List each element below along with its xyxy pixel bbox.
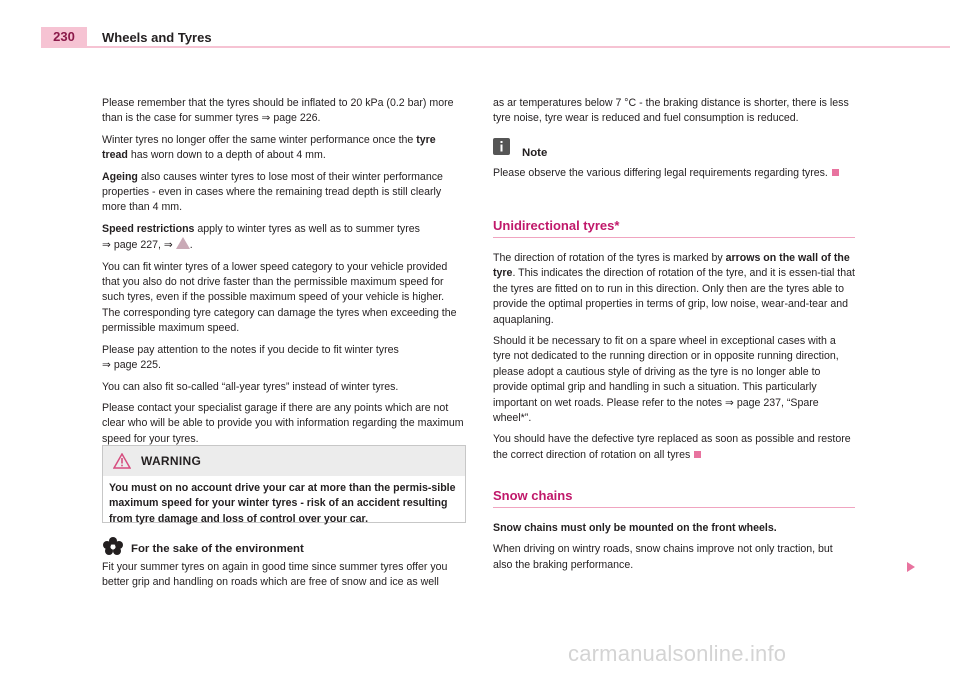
warning-header: [103, 446, 465, 476]
left-column: [102, 96, 464, 453]
paragraph-notes: Please pay attention to the notes if you decide to fit winter tyres ⇒ page 225.: [102, 343, 399, 372]
page-reference-link[interactable]: ⇒ page 225.: [102, 359, 161, 372]
paragraph-front-wheels: Snow chains must only be mounted on the front wheels.: [493, 522, 777, 534]
snow-chains-heading: Snow chains: [493, 488, 855, 508]
note-header: [493, 138, 855, 162]
section-end-marker: [832, 169, 839, 176]
warning-box: [102, 445, 466, 523]
unidirectional-heading: Unidirectional tyres*: [493, 218, 855, 238]
flower-icon: [102, 536, 124, 561]
paragraph-traction: When driving on wintry roads, snow chains improve not only traction, but also the braking performance.: [493, 543, 833, 571]
warning-text: You must on no account drive your car at more than the permis-sible maximum speed for your winter tyres - risk of an accident resulting from tyre damage and loss of control over your car.: [109, 482, 456, 525]
right-column-intro: [493, 96, 855, 133]
paragraph-spare-wheel: Should it be necessary to fit on a spare wheel in exceptional cases with a tyre not dedicated to the running direction or in opposite running direction, please adopt a cautious style of driving as the tyre is no longer able to provide optimal grip and handling in such a situation. This particularly important on wet roads. Please refer to the notes ⇒ page 237, “Spare wheel*”.: [493, 335, 839, 425]
paragraph-tread: Winter tyres no longer offer the same winter performance once the tyre tread has worn down to a depth of about 4 mm.: [102, 133, 436, 162]
warning-ref-icon: [176, 237, 190, 249]
continue-arrow-icon: [907, 562, 915, 572]
environment-title: For the sake of the environment: [131, 543, 304, 555]
watermark: carmanualsonline.info: [568, 641, 787, 666]
paragraph-speed-category: You can fit winter tyres of a lower speed category to your vehicle provided that you also do not drive faster than the permissible maximum speed for such tyres, even if the possible maximum speed of your vehicle is higher. The corresponding tyre category can damage the tyres when exceeding the permissible maximum speed.: [102, 260, 457, 335]
info-icon: [493, 138, 510, 155]
chapter-title: Wheels and Tyres: [102, 30, 212, 45]
section-end-marker: [694, 451, 701, 458]
snow-chains-body: [493, 521, 855, 579]
paragraph-all-year: You can also fit so-called “all-year tyres” instead of winter tyres.: [102, 380, 399, 393]
paragraph-ageing: Ageing also causes winter tyres to lose most of their winter performance properties - even in cases where the remaining tread depth is still clearly more than 4 mm.: [102, 170, 443, 214]
warning-triangle-icon: [113, 453, 131, 474]
paragraph-replace: You should have the defective tyre replaced as soon as possible and restore the correct direction of rotation on all tyres: [493, 433, 851, 461]
environment-text: Fit your summer tyres on again in good time since summer tyres offer you better grip and handling on roads which are free of snow and ice as well: [102, 561, 448, 589]
paragraph-rotation: The direction of rotation of the tyres is marked by arrows on the wall of the tyre. This indicates the direction of rotation of the tyre, and it is essen-tial that the tyres are fitted on to run in this direction. Only then are the tyres able to provide the optimal properties in terms of grip, low noise, wear-and-tear and aquaplaning.: [493, 252, 855, 326]
paragraph-inflation: Please remember that the tyres should be inflated to 20 kPa (0.2 bar) more than is the case for summer tyres ⇒ page 226.: [102, 97, 454, 125]
page-reference-link[interactable]: ⇒ page 227, ⇒: [102, 239, 176, 252]
paragraph-garage: Please contact your specialist garage if there are any points which are not clear who will be able to provide you with information regarding the maximum speed for your tyres.: [102, 401, 464, 445]
page-number: 230: [41, 27, 87, 47]
paragraph-speed-restrictions: Speed restrictions apply to winter tyres as well as to summer tyres ⇒ page 227, ⇒ .: [102, 222, 420, 252]
warning-title: WARNING: [141, 454, 202, 468]
header-rule: [41, 46, 950, 48]
paragraph-temperature: as ar temperatures below 7 °C - the braking distance is shorter, there is less tyre noise, tyre wear is reduced and fuel consumption is reduced.: [493, 97, 849, 125]
environment-header: [102, 536, 464, 558]
note-text: Please observe the various differing legal requirements regarding tyres.: [493, 166, 855, 181]
note-title: Note: [522, 147, 548, 159]
unidirectional-body: [493, 251, 855, 469]
